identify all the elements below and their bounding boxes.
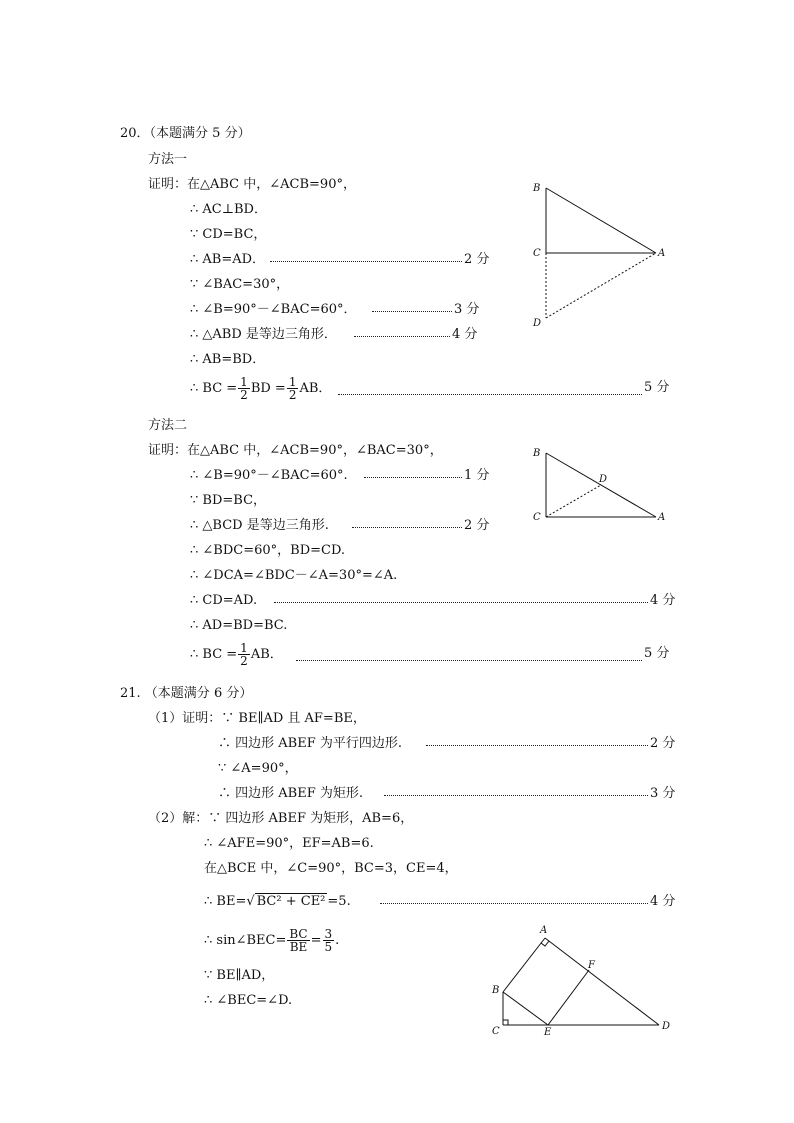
q21-p2-line4-score: 4 分 bbox=[650, 894, 676, 909]
m2-line8: ∴ AD=BD=BC. bbox=[190, 618, 288, 633]
fig3-seg-EF bbox=[548, 970, 589, 1025]
m1-line6: ∴ ∠B=90°－∠BAC=60°． bbox=[190, 302, 357, 317]
m1-line6-score: 3 分 bbox=[454, 302, 480, 317]
q21-p2-frac2: $\frac{3}{5}$ bbox=[324, 927, 333, 954]
q20-header: 20．（本题满分 5 分） bbox=[120, 126, 251, 141]
q21-p2-line4-prefix: ∴ BE= bbox=[204, 894, 247, 909]
m1-line3: ∵ CD=BC， bbox=[190, 227, 267, 242]
m1-line9-mid: BD = bbox=[250, 381, 286, 396]
figure-1 bbox=[528, 180, 678, 330]
m2-line9-score: 5 分 bbox=[644, 646, 670, 661]
m1-line6-leader bbox=[372, 301, 452, 312]
q21-p1-line4-score: 3 分 bbox=[650, 786, 676, 801]
m2-line3: ∵ BD=BC， bbox=[190, 493, 267, 508]
q21-p2-line7: ∴ ∠BEC=∠D. bbox=[204, 993, 293, 1008]
m1-line9-leader bbox=[338, 384, 642, 395]
m2-line6: ∴ ∠DCA=∠BDC－∠A=30°=∠A. bbox=[190, 568, 398, 583]
fig3-seg-BE bbox=[503, 992, 548, 1025]
q21-p2-line6: ∵ BE∥AD， bbox=[204, 968, 275, 983]
figure-2 bbox=[528, 445, 678, 530]
q21-p1-line2-score: 2 分 bbox=[650, 736, 676, 751]
fig1-label-D: D bbox=[533, 318, 542, 329]
m2-line7-leader bbox=[274, 592, 648, 603]
m2-line9 bbox=[190, 640, 283, 670]
q21-p2-line4-suffix: =5. bbox=[327, 894, 351, 909]
m1-line1: 证明：在△ABC 中，∠ACB=90°， bbox=[148, 177, 356, 192]
q21-p2-line4-leader bbox=[380, 893, 648, 904]
fig3-label-D: D bbox=[662, 1021, 671, 1032]
fig2-seg-CD bbox=[546, 485, 601, 517]
fig3-seg-BA bbox=[503, 938, 545, 992]
fig2-label-C: C bbox=[533, 512, 541, 523]
q21-p2-line5 bbox=[204, 924, 339, 958]
fig3-right-angle-C bbox=[503, 1020, 508, 1025]
m2-line2: ∴ ∠B=90°－∠BAC=60°. bbox=[190, 468, 348, 483]
fig3-label-E: E bbox=[544, 1027, 552, 1037]
m1-line8: ∴ AB=BD． bbox=[190, 352, 266, 367]
q21-p2-line4: ∴ BE=√ BC² + CE² =5. bbox=[204, 894, 351, 909]
m1-line7-score: 4 分 bbox=[452, 327, 478, 342]
m1-line5: ∵ ∠BAC=30°， bbox=[190, 277, 290, 292]
m2-frac: $\frac{1}{2}$ bbox=[240, 641, 248, 668]
m2-line2-leader bbox=[364, 467, 462, 478]
m1-line7-leader bbox=[354, 326, 450, 337]
fig3-seg-AD bbox=[545, 938, 659, 1025]
m1-frac-b: $\frac{1}{2}$ bbox=[288, 375, 297, 402]
q21-p2-line2: ∴ ∠AFE=90°，EF=AB=6. bbox=[204, 836, 374, 851]
q21-p2-line1: （2）解：∵ 四边形 ABEF 为矩形，AB=6， bbox=[148, 811, 414, 826]
m1-line2: ∴ AC⊥BD． bbox=[190, 202, 267, 217]
fig3-label-C: C bbox=[492, 1026, 500, 1037]
m2-line2-score: 1 分 bbox=[464, 468, 490, 483]
m1-line9-score: 5 分 bbox=[644, 380, 670, 395]
q21-p2-line3: 在△BCE 中，∠C=90°，BC=3，CE=4， bbox=[204, 861, 458, 876]
q21-header: 21. （本题满分 6 分） bbox=[120, 686, 253, 701]
q21-p1-line4-leader bbox=[384, 785, 648, 796]
fig1-label-B: B bbox=[533, 183, 541, 194]
method1-title: 方法一 bbox=[148, 152, 188, 167]
m2-line7-score: 4 分 bbox=[650, 593, 676, 608]
q21-p1-line4: ∴ 四边形 ABEF 为矩形. bbox=[218, 786, 363, 801]
q21-p2-sqrt: BC² + CE² bbox=[256, 894, 326, 909]
m2-line5: ∴ ∠BDC=60°，BD=CD. bbox=[190, 543, 346, 558]
fig1-label-A: A bbox=[658, 248, 666, 259]
fig2-label-D: D bbox=[599, 474, 608, 485]
m2-line4-score: 2 分 bbox=[464, 518, 490, 533]
fig3-label-A: A bbox=[540, 925, 548, 936]
m1-line9-prefix: ∴ BC = bbox=[190, 381, 238, 396]
m1-line7: ∴ △ABD 是等边三角形． bbox=[190, 327, 337, 342]
fig1-seg-DA bbox=[546, 253, 656, 318]
figure-3 bbox=[486, 922, 676, 1037]
q21-p1-line1: （1）证明：∵ BE∥AD 且 AF=BE， bbox=[148, 711, 366, 726]
m1-line4-score: 2 分 bbox=[464, 252, 490, 267]
m1-line9 bbox=[190, 374, 331, 404]
m1-frac-a: $\frac{1}{2}$ bbox=[240, 375, 248, 402]
m2-line9-suffix: AB． bbox=[250, 647, 283, 662]
fig3-label-B: B bbox=[492, 985, 500, 996]
q21-p1-line3: ∵ ∠A=90°， bbox=[218, 761, 298, 776]
q21-p1-line2-leader bbox=[426, 735, 648, 746]
m2-line4-leader bbox=[352, 517, 462, 528]
q21-p2-line5-eq: = bbox=[310, 933, 322, 948]
m2-line9-leader bbox=[296, 650, 642, 661]
fig2-label-B: B bbox=[533, 448, 541, 459]
q21-p2-line5-suffix: . bbox=[335, 933, 340, 948]
fig3-label-F: F bbox=[588, 960, 595, 971]
m1-line9-suffix: AB． bbox=[299, 381, 332, 396]
m1-line4: ∴ AB=AD． bbox=[190, 252, 266, 267]
fig2-label-A: A bbox=[658, 512, 666, 523]
fig1-seg-BA bbox=[546, 188, 656, 253]
q21-p1-line2: ∴ 四边形 ABEF 为平行四边形. bbox=[218, 736, 402, 751]
m2-line4: ∴ △BCD 是等边三角形. bbox=[190, 518, 329, 533]
m2-line7: ∴ CD=AD. bbox=[190, 593, 258, 608]
fig1-label-C: C bbox=[533, 248, 541, 259]
m2-line1: 证明：在△ABC 中，∠ACB=90°，∠BAC=30°， bbox=[148, 443, 443, 458]
q21-p2-frac1: $\frac{BC}{BE}$ bbox=[289, 927, 308, 954]
m2-line9-prefix: ∴ BC = bbox=[190, 647, 238, 662]
q21-p2-line5-prefix: ∴ sin∠BEC= bbox=[204, 933, 287, 948]
method2-title: 方法二 bbox=[148, 418, 188, 433]
m1-line4-leader bbox=[270, 251, 462, 262]
